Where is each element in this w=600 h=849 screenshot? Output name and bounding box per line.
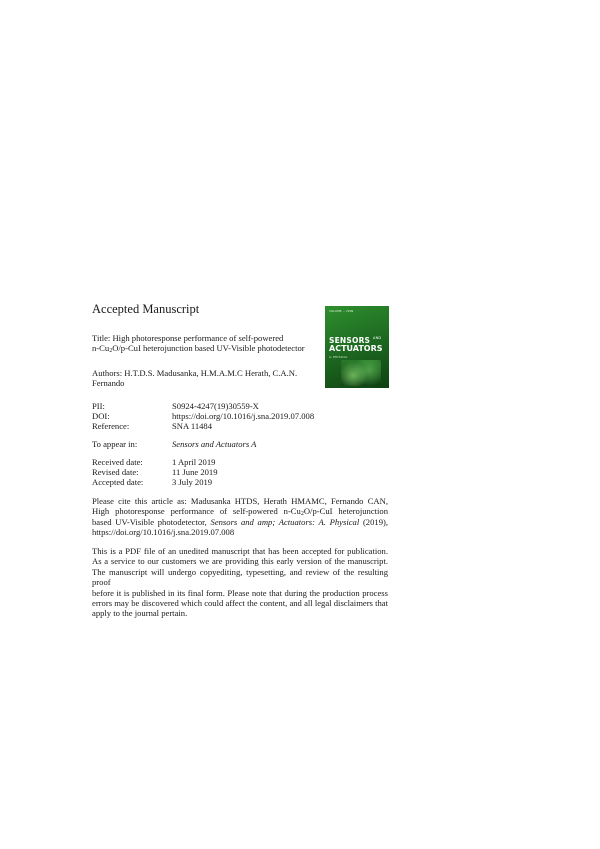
title-label: Title: [92, 333, 111, 343]
received-date-label: Received date: [92, 457, 143, 467]
authors-block [92, 368, 297, 389]
revised-date-value: 11 June 2019 [172, 467, 218, 477]
cover-artwork [341, 360, 381, 386]
accepted-date-label: Accepted date: [92, 477, 144, 487]
cover-title-actuators: ACTUATORS [329, 344, 383, 353]
notice-line-2: As a service to our customers we are providing this early version of the manuscript. [92, 556, 388, 567]
citation-doi-link[interactable]: https://doi.org/10.1016/j.sna.2019.07.008 [92, 527, 235, 538]
pii-label: PII: [92, 401, 105, 411]
notice-line-6: apply to the journal pertain. [92, 608, 188, 619]
notice-line-4: before it is published in its final form. Please note that during the production process [92, 587, 388, 598]
cover-title-sensors: SENSORS $^{AND}$ [329, 336, 382, 345]
title-block [92, 333, 305, 354]
authors-line-2: Fernando [92, 378, 125, 389]
reference-value: SNA 11484 [172, 421, 213, 431]
notice-paragraph [92, 546, 388, 619]
doi-link[interactable]: https://doi.org/10.1016/j.sna.2019.07.008 [172, 411, 315, 421]
cover-top-tag: VOLUME ... ISSN [329, 309, 354, 313]
pii-value: S0924-4247(19)30559-X [172, 401, 259, 411]
authors-line-1: H.T.D.S. Madusanka, H.M.A.M.C Herath, C.A.N. [124, 368, 298, 378]
notice-line-5: errors may be discovered which could affect the content, and all legal disclaimers that [92, 598, 388, 609]
title-line-1: High photoresponse performance of self-powered [112, 333, 284, 343]
citation-line-3: based UV-Visible photodetector, Sensors and amp; Actuators: A. Physical (2019), [92, 516, 388, 527]
appear-value: Sensors and Actuators A [172, 439, 257, 449]
notice-line-3: The manuscript will undergo copyediting, typesetting, and review of the resulting proof [92, 566, 388, 588]
revised-date-label: Revised date: [92, 467, 139, 477]
citation-line-2: High photoresponse performance of self-powered $n-Cu_2O/p$-CuI heterojunction [92, 506, 388, 518]
reference-label: Reference: [92, 421, 130, 431]
accepted-date-value: 3 July 2019 [172, 477, 213, 487]
page-heading: Accepted Manuscript [92, 302, 200, 316]
authors-label: Authors: [92, 368, 123, 378]
journal-cover-image [325, 306, 389, 388]
received-date-value: 1 April 2019 [172, 457, 216, 467]
citation-line-1: Please cite this article as: Madusanka HTDS, Herath HMAMC, Fernando CAN, [92, 496, 388, 506]
doi-label: DOI: [92, 411, 110, 421]
notice-line-1: This is a PDF file of an unedited manuscript that has been accepted for publication. [92, 546, 388, 556]
cover-subtitle: A: PHYSICAL [329, 355, 348, 359]
appear-label: To appear in: [92, 439, 138, 449]
title-line-2: $n-Cu_2O/p$-CuI heterojunction based UV-Visible photodetector [92, 343, 305, 355]
citation-paragraph [92, 496, 388, 538]
